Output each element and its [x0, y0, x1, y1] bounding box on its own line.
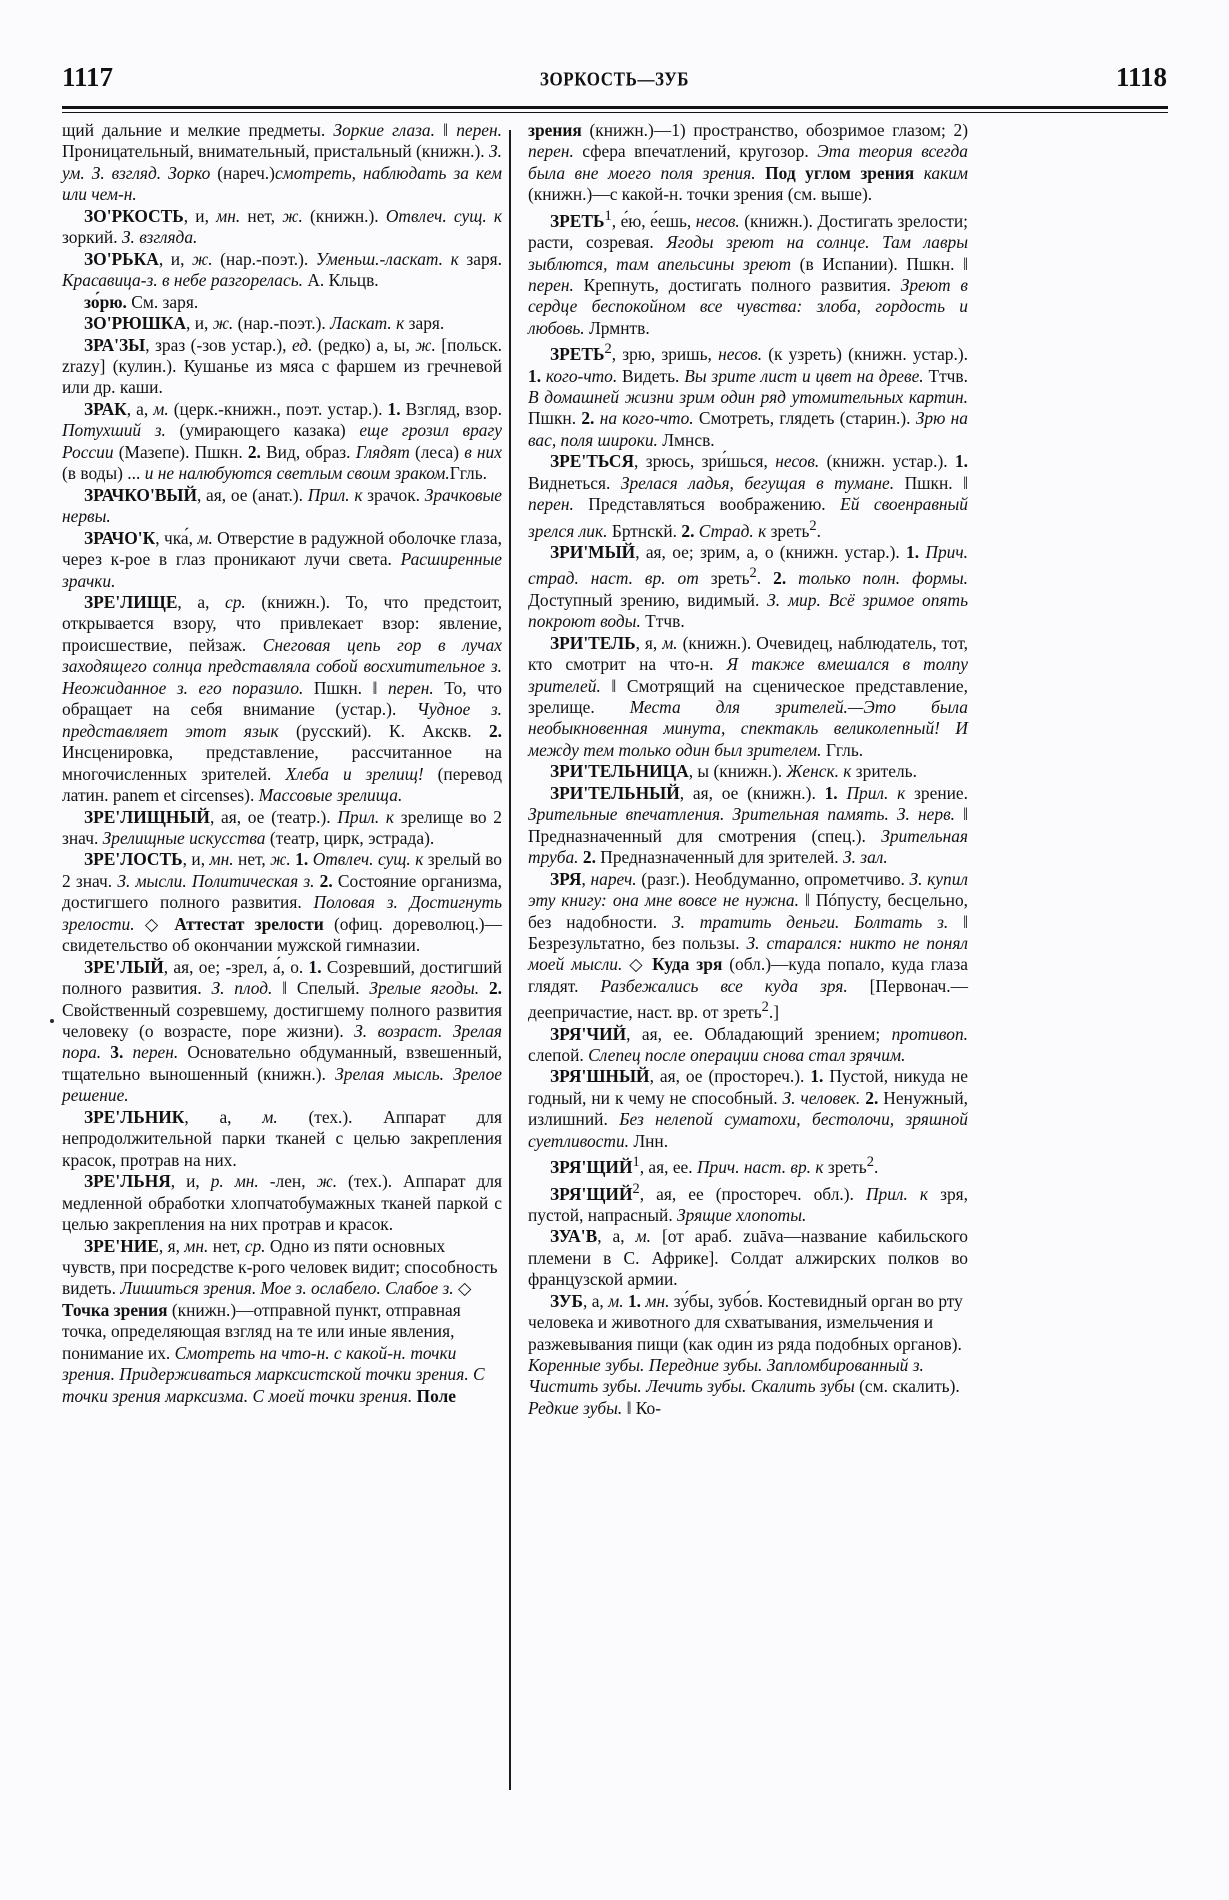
dictionary-entry: ЗРЕ'ЛОСТЬ, и, мн. нет, ж. 1. Отвлеч. сущ. к зрелый во 2 знач. З. мысли. Политическая з. 2. Состояние организма, достигшего полного развития. Половая з. Достигнуть зрелости. ◇ Аттестат зрелости (офиц. дореволюц.)—свидетельство об окончании мужской гимназии. — [62, 849, 503, 956]
dictionary-entry: щий дальние и мелкие предметы. Зоркие глаза. ‖ перен. Проницательный, внимательный, пристальный (книжн.). З. ум. З. взгляд. Зорко (нареч.)смотреть, наблюдать за кем или чем-н. — [62, 120, 502, 205]
dictionary-entry: ЗРАЧО'К, чка́, м. Отверстие в радужной оболочке глаза, через к-рое в глаз проникают лучи света. Расширенные зрачки. — [62, 527, 502, 591]
stray-mark — [50, 1019, 54, 1023]
dictionary-entry: ЗРА'ЗЫ, зраз (-зов устар.), ед. (редко) а, ы, ж. [польск. zrazy] (кулин.). Кушанье из мяса с фаршем из гречневой или др. каши. — [62, 334, 502, 398]
dictionary-entry: ЗРИ'ТЕЛЬНИЦА, ы (книжн.). Женск. к зритель. — [550, 761, 917, 782]
dictionary-entry: ЗРАЧКО'ВЫЙ, ая, ое (анат.). Прил. к зрачок. Зрачковые нервы. — [62, 484, 502, 527]
dictionary-entry: ЗУБ, а, м. 1. мн. зу́бы, зубо́в. Костевидный орган во рту человека и животного для схватывания, измельчения и разжевывания пищи (как один из ряда подобных органов). Коренные зубы. Передние зубы. Запломбированный з. Чистить зубы. Лечить зубы. Скалить зубы (см. скалить). Редкие зубы. ‖ Ко- — [528, 1290, 963, 1418]
dictionary-entry: ЗРЕТЬ$^2$, зрю, зришь, несов. (к узреть) (книжн. устар.). 1. кого-что. Видеть. Вы зрите лист и цвет на древе. Ттчв. В домашней жизни зрим один ряд утомительных картин. Пшкн. 2. на кого-что. Смотреть, глядеть (старин.). Зрю на вас, поля широки. Лмнсв. — [528, 341, 968, 450]
dictionary-entry: ЗРЯ'ЩИЙ$^1$, ая, ее. Прич. наст. вр. к зреть$^2$. — [550, 1154, 879, 1178]
dictionary-entry: ЗРАК, а, м. (церк.-книжн., поэт. устар.). 1. Взгляд, взор. Потухший з. (умирающего казака) еще грозил врагу России (Мазепе). Пшкн. 2. Вид, образ. Глядят (леса) в них (в воды) ... и не налюбуются светлым своим зраком.Ггль. — [62, 398, 502, 484]
dictionary-entry: ЗРЕ'ЛИЩНЫЙ, ая, ое (театр.). Прил. к зрелище во 2 знач. Зрелищные искусства (театр, цирк, эстрада). — [62, 806, 502, 848]
dictionary-entry: ЗРЕ'ЛЫЙ, ая, ое; -зрел, а́, о. 1. Созревший, достигший полного развития. З. плод. ‖ Спелый. Зрелые ягоды. 2. Свойственный созревшему, достигшему полного развития человеку (о возрасте, поре жизни). З. возраст. Зрелая пора. 3. перен. Основательно обдуманный, взвешенный, тщательно выношенный (книжн.). Зрелая мысль. Зрелое решение. — [62, 956, 503, 1106]
dictionary-entry: зрения (книжн.)—1) пространство, обозримое глазом; 2) перен. сфера впечатлений, кругозор. Эта теория всегда была вне моего поля зрения. Под углом зрения каким (книжн.)—с какой-н. точки зрения (см. выше). — [528, 120, 969, 205]
dictionary-entry: ЗУА'В, а, м. [от араб. zuāva—название кабильского племени в С. Африке]. Солдат алжирских полков во французской армии. — [528, 1226, 968, 1290]
dictionary-entry: ЗО'РЬКА, и, ж. (нар.-поэт.). Уменьш.-ласкат. к заря. Красавица-з. в небе разгорелась. А. Кльцв. — [62, 248, 502, 291]
dictionary-entry: ЗРЕ'НИЕ, я, мн. нет, ср. Одно из пяти основных чувств, при посредстве к-рого человек видит; способность видеть. Лишиться зрения. Мое з. ослабело. Слабое з. ◇ Точка зрения (книжн.)—отправной пункт, отправная точка, определяющая взгляд на те или иные явления, понимание их. Смотреть на что-н. с какой-н. точки зрения. Придерживаться марксистской точки зрения. С точки зрения марксизма. С моей точки зрения. Поле — [62, 1235, 498, 1406]
page-number-right: 1118 — [1115, 62, 1167, 92]
dictionary-entry: ЗРЯ'ЩИЙ$^2$, ая, ее (простореч. обл.). Прил. к зря, пустой, напрасный. Зрящие хлопоты. — [528, 1180, 968, 1225]
dictionary-entry: ЗРИ'МЫЙ, ая, ое; зрим, а, о (книжн. устар.). 1. Прич. страд. наст. вр. от зреть$^2$. 2. только полн. формы. Доступный зрению, видимый. З. мир. Всё зримое опять покроют воды. Ттчв. — [528, 542, 968, 632]
dictionary-entry: ЗРИ'ТЕЛЬНЫЙ, ая, ое (книжн.). 1. Прил. к зрение. Зрительные впечатления. Зрительная память. З. нерв. ‖ Предназначенный для смотрения (спец.). Зрительная труба. 2. Предназначенный для зрителей. З. зал. — [528, 782, 969, 868]
running-title: ЗОРКОСТЬ—ЗУБ — [539, 68, 690, 91]
dictionary-entry: ЗРЯ'ШНЫЙ, ая, ое (простореч.). 1. Пустой, никуда не годный, ни к чему не способный. З. человек. 2. Ненужный, излишний. Без нелепой суматохи, бестолочи, зряшной суетливости. Лнн. — [528, 1066, 969, 1151]
dictionary-entry: ЗРЕ'ЛИЩЕ, а, ср. (книжн.). То, что предстоит, открывается взору, что привлекает взор: явление, происшествие, пейзаж. Снеговая цепь гор в лучах заходящего солнца представляла собой восхитительное з. Неожиданное з. его поразило. Пшкн. ‖ перен. То, что обращает на себя внимание (устар.). Чудное з. представляет этот язык (русский). К. Акскв. 2. Инсценировка, представление, рассчитанное на многочисленных зрителей. Хлеба и зрелищ! (перевод латин. panem et circenses). Массовые зрелища. — [62, 591, 503, 806]
right-column — [528, 120, 968, 1419]
running-head — [62, 62, 1167, 106]
dictionary-entry: ЗРЯ, нареч. (разг.). Необдуманно, опрометчиво. З. купил эту книгу: она мне вовсе не нужна. ‖ Пóпусту, бесцельно, без надобности. З. тратить деньги. Болтать з. ‖ Безрезультатно, без пользы. З. старался: никто не понял моей мысли. ◇ Куда зря (обл.)—куда попало, куда глаза глядят. Разбежались все куда зря. [Первонач.—деепричастие, наст. вр. от зреть$^2$.] — [528, 868, 969, 1023]
column-divider — [509, 130, 511, 1790]
header-rule — [62, 106, 1168, 113]
columns-container — [62, 120, 1168, 1820]
dictionary-entry: ЗО'РЮШКА, и, ж. (нар.-поэт.). Ласкат. к заря. — [84, 313, 445, 334]
page-number-left: 1117 — [62, 62, 114, 92]
dictionary-entry: ЗО'РКОСТЬ, и, мн. нет, ж. (книжн.). Отвлеч. сущ. к зоркий. З. взгляда. — [62, 205, 502, 248]
dictionary-entry: ЗРЕ'ТЬСЯ, зрюсь, зри́шься, несов. (книжн. устар.). 1. Виднеться. Зрелася ладья, бегущая в тумане. Пшкн. ‖ перен. Представляться воображению. Ей своенравный зрелся лик. Бртнскй. 2. Страд. к зреть$^2$. — [528, 451, 968, 541]
dictionary-entry: ЗРЕТЬ$^1$, е́ю, е́ешь, несов. (книжн.). Достигать зрелости; расти, созревая. Ягоды зреют на солнце. Там лавры зыблются, там апельсины зреют (в Испании). Пшкн. ‖ перен. Крепнуть, достигать полного развития. Зреют в сердце беспокойном все чувства: злоба, гордость и любовь. Лрмнтв. — [528, 207, 968, 338]
left-column — [62, 120, 502, 1407]
dictionary-entry: ЗРЕ'ЛЬНИК, а, м. (тех.). Аппарат для непродолжительной парки тканей с целью закрепления красок, протрав на них. — [62, 1106, 502, 1170]
dictionary-entry: ЗРЯ'ЧИЙ, ая, ее. Обладающий зрением; противоп. слепой. Слепец после операции снова стал зрячим. — [528, 1023, 968, 1066]
dictionary-entry: зо́рю. См. заря. — [84, 291, 199, 312]
dictionary-entry: ЗРЕ'ЛЬНЯ, и, р. мн. -лен, ж. (тех.). Аппарат для медленной обработки хлопчатобумажных тканей паркой с целью закрепления на них протрав и красок. — [62, 1171, 502, 1235]
dictionary-entry: ЗРИ'ТЕЛЬ, я, м. (книжн.). Очевидец, наблюдатель, тот, кто смотрит на что-н. Я также вмешался в толпу зрителей. ‖ Смотрящий на сценическое представление, зрелище. Места для зрителей.—Это была необыкновенная минута, спектакль великолепный! И между тем только один был зрителем. Ггль. — [528, 632, 968, 760]
